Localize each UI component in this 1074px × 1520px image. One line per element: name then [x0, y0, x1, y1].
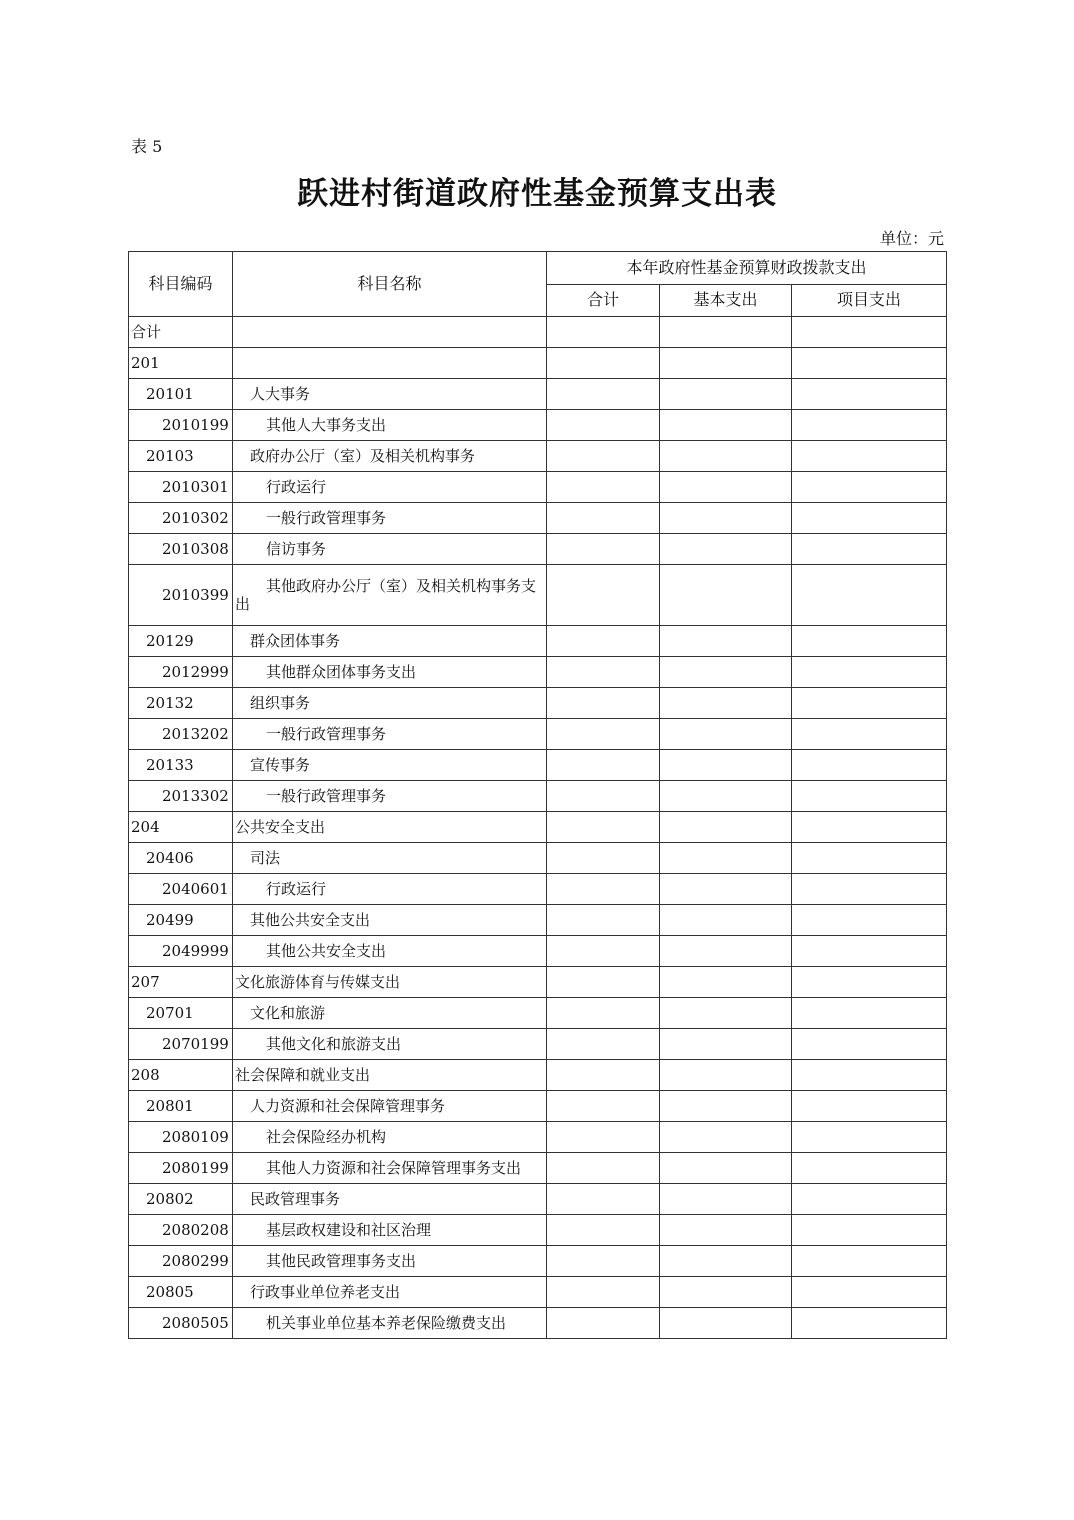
row-code: 20101 — [129, 379, 233, 410]
row-code: 20802 — [129, 1184, 233, 1215]
row-basic — [660, 1277, 792, 1308]
row-total — [547, 843, 660, 874]
table-row — [129, 719, 947, 750]
row-total — [547, 1246, 660, 1277]
table-row — [129, 843, 947, 874]
row-code: 2010302 — [129, 503, 233, 534]
row-name: 司法 — [233, 843, 547, 874]
row-name: 其他人大事务支出 — [233, 410, 547, 441]
row-name: 行政运行 — [233, 874, 547, 905]
row-basic — [660, 657, 792, 688]
table-row — [129, 379, 947, 410]
row-total — [547, 688, 660, 719]
row-total — [547, 905, 660, 936]
row-name: 社会保障和就业支出 — [233, 1060, 547, 1091]
row-project — [792, 1060, 947, 1091]
row-total — [547, 1153, 660, 1184]
row-project — [792, 936, 947, 967]
row-name: 其他群众团体事务支出 — [233, 657, 547, 688]
row-total — [547, 1029, 660, 1060]
row-project — [792, 719, 947, 750]
row-name: 一般行政管理事务 — [233, 781, 547, 812]
table-row — [129, 348, 947, 379]
row-total — [547, 1122, 660, 1153]
row-total — [547, 1308, 660, 1339]
row-basic — [660, 379, 792, 410]
table-number-label: 表 5 — [131, 137, 163, 156]
row-code: 201 — [129, 348, 233, 379]
row-code: 2012999 — [129, 657, 233, 688]
row-code: 2010301 — [129, 472, 233, 503]
row-basic — [660, 410, 792, 441]
row-project — [792, 472, 947, 503]
row-project — [792, 750, 947, 781]
row-code: 20406 — [129, 843, 233, 874]
table-row — [129, 1215, 947, 1246]
row-code: 2080299 — [129, 1246, 233, 1277]
table-row — [129, 503, 947, 534]
table-row — [129, 812, 947, 843]
row-code: 合计 — [129, 317, 233, 348]
row-project — [792, 843, 947, 874]
row-code: 20132 — [129, 688, 233, 719]
table-row — [129, 750, 947, 781]
row-project — [792, 688, 947, 719]
row-project — [792, 626, 947, 657]
row-project — [792, 317, 947, 348]
row-project — [792, 874, 947, 905]
row-total — [547, 657, 660, 688]
row-code: 20701 — [129, 998, 233, 1029]
row-name: 行政运行 — [233, 472, 547, 503]
row-name: 群众团体事务 — [233, 626, 547, 657]
row-name: 其他政府办公厅（室）及相关机构事务支出 — [233, 565, 547, 626]
row-name — [233, 348, 547, 379]
row-project — [792, 1277, 947, 1308]
row-basic — [660, 967, 792, 998]
row-total — [547, 967, 660, 998]
row-basic — [660, 1308, 792, 1339]
table-row — [129, 1246, 947, 1277]
row-basic — [660, 626, 792, 657]
row-basic — [660, 719, 792, 750]
row-basic — [660, 1184, 792, 1215]
row-basic — [660, 348, 792, 379]
row-project — [792, 812, 947, 843]
row-basic — [660, 1122, 792, 1153]
row-total — [547, 441, 660, 472]
row-name: 行政事业单位养老支出 — [233, 1277, 547, 1308]
row-code: 20129 — [129, 626, 233, 657]
row-project — [792, 781, 947, 812]
row-code: 2040601 — [129, 874, 233, 905]
row-total — [547, 379, 660, 410]
row-total — [547, 874, 660, 905]
table-row — [129, 1184, 947, 1215]
row-total — [547, 998, 660, 1029]
row-project — [792, 410, 947, 441]
row-basic — [660, 472, 792, 503]
row-basic — [660, 441, 792, 472]
header-basic: 基本支出 — [660, 284, 792, 317]
row-code: 2080199 — [129, 1153, 233, 1184]
row-name: 人大事务 — [233, 379, 547, 410]
row-basic — [660, 874, 792, 905]
table-body — [129, 317, 947, 1339]
row-basic — [660, 1060, 792, 1091]
table-row — [129, 657, 947, 688]
row-project — [792, 1308, 947, 1339]
row-basic — [660, 1091, 792, 1122]
row-code: 2080109 — [129, 1122, 233, 1153]
table-row — [129, 1029, 947, 1060]
row-code: 20805 — [129, 1277, 233, 1308]
row-basic — [660, 1153, 792, 1184]
header-total: 合计 — [547, 284, 660, 317]
row-total — [547, 1277, 660, 1308]
row-project — [792, 1246, 947, 1277]
row-name: 一般行政管理事务 — [233, 503, 547, 534]
row-project — [792, 1091, 947, 1122]
row-total — [547, 1184, 660, 1215]
row-code: 2010399 — [129, 565, 233, 626]
row-total — [547, 781, 660, 812]
header-project: 项目支出 — [792, 284, 947, 317]
row-project — [792, 967, 947, 998]
table-row — [129, 534, 947, 565]
row-name: 其他公共安全支出 — [233, 936, 547, 967]
row-total — [547, 534, 660, 565]
row-basic — [660, 503, 792, 534]
row-project — [792, 657, 947, 688]
table-row — [129, 874, 947, 905]
row-name: 信访事务 — [233, 534, 547, 565]
row-code: 2080505 — [129, 1308, 233, 1339]
table-row — [129, 472, 947, 503]
row-total — [547, 626, 660, 657]
row-project — [792, 998, 947, 1029]
header-code: 科目编码 — [129, 252, 233, 317]
row-total — [547, 410, 660, 441]
table-row — [129, 967, 947, 998]
row-basic — [660, 1246, 792, 1277]
row-name: 一般行政管理事务 — [233, 719, 547, 750]
row-basic — [660, 781, 792, 812]
row-total — [547, 1215, 660, 1246]
row-name: 人力资源和社会保障管理事务 — [233, 1091, 547, 1122]
row-name: 机关事业单位基本养老保险缴费支出 — [233, 1308, 547, 1339]
row-total — [547, 719, 660, 750]
table-row — [129, 441, 947, 472]
row-project — [792, 534, 947, 565]
table-row — [129, 781, 947, 812]
table-row — [129, 317, 947, 348]
row-project — [792, 565, 947, 626]
row-code: 2013302 — [129, 781, 233, 812]
row-basic — [660, 812, 792, 843]
table-row — [129, 565, 947, 626]
row-basic — [660, 843, 792, 874]
table-row — [129, 1308, 947, 1339]
table-row — [129, 1277, 947, 1308]
row-total — [547, 1091, 660, 1122]
row-basic — [660, 1029, 792, 1060]
row-project — [792, 1215, 947, 1246]
row-code: 208 — [129, 1060, 233, 1091]
row-basic — [660, 905, 792, 936]
row-total — [547, 565, 660, 626]
row-code: 20103 — [129, 441, 233, 472]
row-project — [792, 1122, 947, 1153]
row-name: 其他人力资源和社会保障管理事务支出 — [233, 1153, 547, 1184]
row-total — [547, 503, 660, 534]
row-basic — [660, 750, 792, 781]
row-code: 207 — [129, 967, 233, 998]
row-name: 其他民政管理事务支出 — [233, 1246, 547, 1277]
row-name — [233, 317, 547, 348]
row-name: 公共安全支出 — [233, 812, 547, 843]
table-row — [129, 688, 947, 719]
unit-label: 单位：元 — [879, 229, 944, 248]
row-project — [792, 1184, 947, 1215]
table-row — [129, 1153, 947, 1184]
row-project — [792, 1153, 947, 1184]
row-code: 20133 — [129, 750, 233, 781]
row-name: 组织事务 — [233, 688, 547, 719]
budget-table — [128, 251, 947, 1339]
row-name: 其他文化和旅游支出 — [233, 1029, 547, 1060]
row-total — [547, 348, 660, 379]
row-total — [547, 812, 660, 843]
table-row — [129, 410, 947, 441]
table-row — [129, 626, 947, 657]
row-project — [792, 348, 947, 379]
row-total — [547, 936, 660, 967]
row-name: 政府办公厅（室）及相关机构事务 — [233, 441, 547, 472]
row-code: 2010199 — [129, 410, 233, 441]
row-code: 2010308 — [129, 534, 233, 565]
row-basic — [660, 317, 792, 348]
row-total — [547, 472, 660, 503]
row-code: 2049999 — [129, 936, 233, 967]
page-title: 跃进村街道政府性基金预算支出表 — [297, 176, 777, 212]
row-name: 社会保险经办机构 — [233, 1122, 547, 1153]
row-total — [547, 750, 660, 781]
row-code: 2013202 — [129, 719, 233, 750]
row-project — [792, 1029, 947, 1060]
table-header — [129, 252, 947, 317]
row-project — [792, 503, 947, 534]
row-name: 基层政权建设和社区治理 — [233, 1215, 547, 1246]
row-basic — [660, 565, 792, 626]
row-name: 其他公共安全支出 — [233, 905, 547, 936]
row-code: 20499 — [129, 905, 233, 936]
table-row — [129, 936, 947, 967]
row-basic — [660, 1215, 792, 1246]
row-total — [547, 317, 660, 348]
row-basic — [660, 688, 792, 719]
table-row — [129, 998, 947, 1029]
row-total — [547, 1060, 660, 1091]
table-row — [129, 1122, 947, 1153]
row-code: 2080208 — [129, 1215, 233, 1246]
row-basic — [660, 534, 792, 565]
row-code: 20801 — [129, 1091, 233, 1122]
row-basic — [660, 936, 792, 967]
row-code: 2070199 — [129, 1029, 233, 1060]
table-row — [129, 905, 947, 936]
row-name: 民政管理事务 — [233, 1184, 547, 1215]
row-name: 文化和旅游 — [233, 998, 547, 1029]
table-row — [129, 1091, 947, 1122]
row-project — [792, 905, 947, 936]
row-basic — [660, 998, 792, 1029]
header-name: 科目名称 — [233, 252, 547, 317]
row-name: 宣传事务 — [233, 750, 547, 781]
header-group: 本年政府性基金预算财政拨款支出 — [547, 252, 947, 285]
table-row — [129, 1060, 947, 1091]
row-project — [792, 379, 947, 410]
row-name: 文化旅游体育与传媒支出 — [233, 967, 547, 998]
row-project — [792, 441, 947, 472]
row-code: 204 — [129, 812, 233, 843]
